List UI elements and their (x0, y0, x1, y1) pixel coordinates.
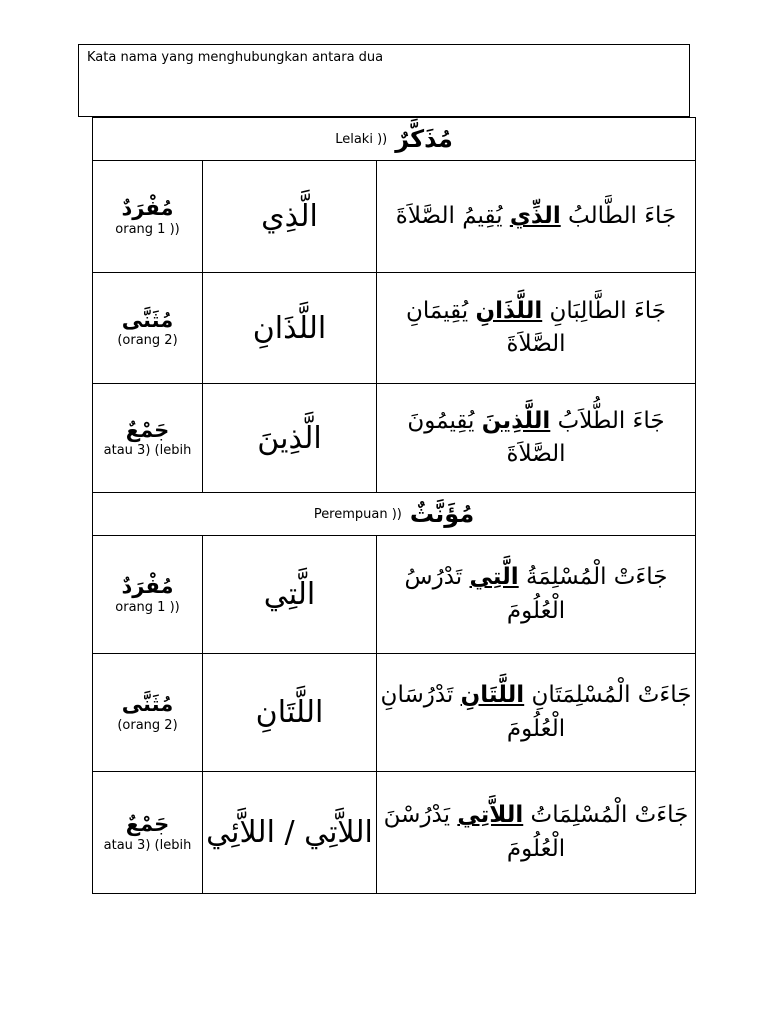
example-before: جَاءَتْ الْمُسْلِمَتَانِ (524, 682, 692, 709)
category-arabic: جَمْعٌ (125, 812, 170, 837)
note-text: Kata nama yang menghubungkan antara dua (87, 50, 384, 65)
section-label-arabic: مُؤَنَّثٌ (409, 500, 475, 528)
section-header-female (93, 493, 696, 536)
example-keyword: اللَّذِينَ (481, 407, 551, 434)
example-after: يُقِيمُ الصَّلاَةَ (395, 202, 510, 229)
table-row (93, 536, 696, 654)
category-latin: atau 3) (lebih (103, 443, 192, 458)
example-after: تَدْرُسَانِ الْعُلُومَ (380, 682, 566, 742)
category-arabic: مُثَنَّى (121, 307, 174, 332)
example-cell (377, 161, 696, 273)
example-after: يُقِيمَانِ الصَّلاَةَ (406, 297, 566, 357)
example-keyword: اللَّتَانِ (460, 682, 525, 709)
example-keyword: الذِّي (509, 202, 561, 229)
section-label-arabic: مُذَكَّرٌ (395, 125, 453, 153)
section-label-latin: Lelaki )) (335, 131, 388, 147)
pronoun-cell: اللاَّتِي / اللاَّئِي (203, 772, 377, 894)
example-before: جَاءَ الطَّالبُ (560, 202, 677, 229)
pronoun-cell: اللَّتَانِ (203, 654, 377, 772)
section-header-cell (93, 493, 696, 536)
category-latin: orang 1 )) (115, 221, 180, 237)
example-before: جَاءَ الطُّلاَبُ (550, 407, 665, 434)
table-row (93, 384, 696, 493)
category-cell (93, 384, 203, 493)
section-header-cell (93, 118, 696, 161)
category-cell (93, 654, 203, 772)
category-arabic: مُفْرَدٌ (121, 196, 174, 221)
example-keyword: الَّتِي (469, 564, 519, 591)
example-after: تَدْرُسُ الْعُلُومَ (404, 564, 566, 624)
example-after: يَدْرُسْنَ الْعُلُومَ (383, 802, 566, 862)
category-latin: (orang 2) (117, 717, 178, 733)
category-cell (93, 772, 203, 894)
category-latin: atau 3) (lebih (103, 837, 192, 853)
example-cell (377, 384, 696, 493)
category-latin: (orang 2) (117, 333, 178, 348)
example-keyword: اللَّذَانِ (475, 297, 543, 324)
table-row (93, 772, 696, 894)
table-row (93, 161, 696, 273)
section-label-latin: Perempuan )) (313, 506, 402, 522)
category-cell (93, 161, 203, 273)
pronoun-cell: الَّذِينَ (203, 384, 377, 493)
pronoun-cell: الَّذِي (203, 161, 377, 273)
example-keyword: اللاَّتِي (457, 802, 524, 829)
category-cell (93, 536, 203, 654)
pronoun-cell: اللَّذَانِ (203, 273, 377, 384)
example-before: جَاءَ الطَّالِبَانِ (542, 297, 667, 324)
example-before: جَاءَتْ الْمُسْلِمَاتُ (523, 802, 689, 829)
table-row (93, 654, 696, 772)
relative-pronoun-table (92, 117, 696, 894)
example-cell (377, 273, 696, 384)
category-arabic: مُفْرَدٌ (121, 574, 174, 599)
example-cell (377, 536, 696, 654)
note-box (78, 44, 690, 117)
pronoun-cell: الَّتِي (203, 536, 377, 654)
category-arabic: جَمْعٌ (125, 417, 170, 442)
category-latin: orang 1 )) (115, 599, 180, 615)
category-arabic: مُثَنَّى (121, 692, 174, 717)
example-before: جَاءَتْ الْمُسْلِمَةُ (518, 564, 668, 591)
example-cell (377, 654, 696, 772)
example-after: يُقِيمُونَ الصَّلاَةَ (407, 407, 566, 467)
example-cell (377, 772, 696, 894)
table-row (93, 273, 696, 384)
section-header-male (93, 118, 696, 161)
category-cell (93, 273, 203, 384)
